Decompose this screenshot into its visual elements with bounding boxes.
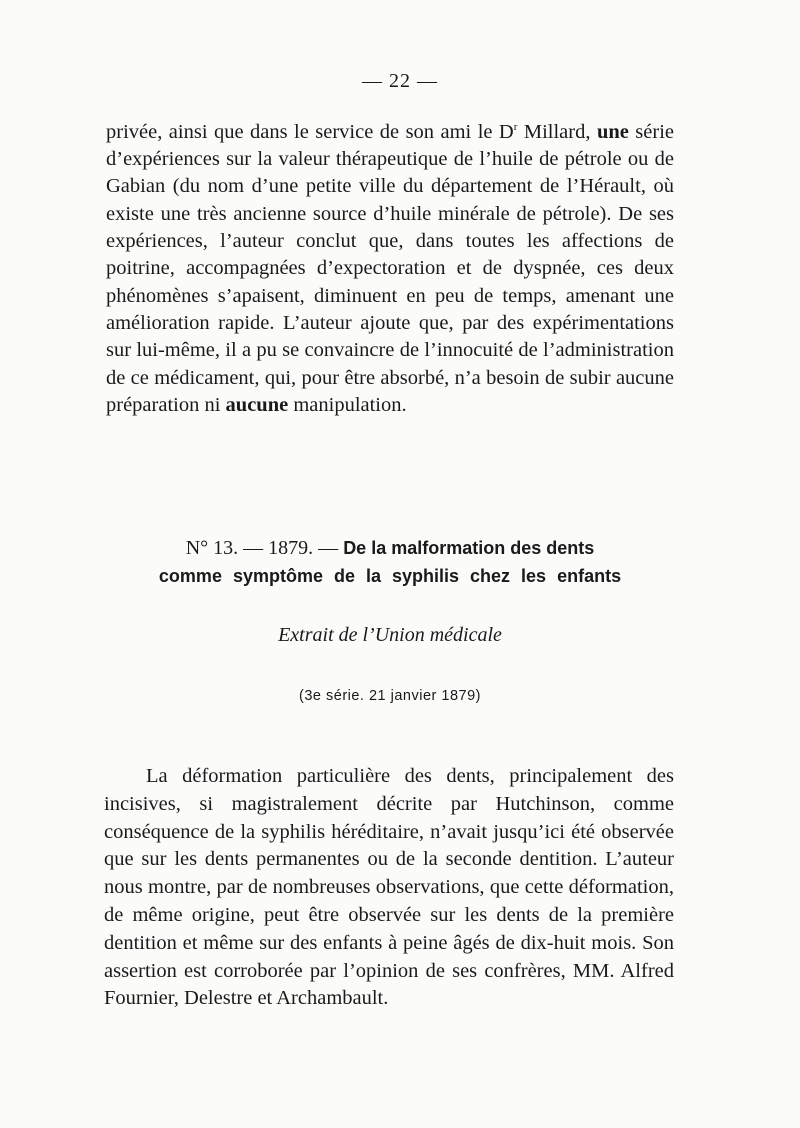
series-date: (3e série. 21 janvier 1879) <box>299 688 481 704</box>
heading-title-line-2: comme symptôme de la syphilis chez les enfants <box>158 566 622 586</box>
paragraph-1-superscript: r <box>513 121 518 133</box>
paragraph-1 <box>106 114 674 419</box>
paragraph-1-text-b: Millard, <box>517 120 597 143</box>
paragraph-1-text-d: manipulation. <box>288 393 407 416</box>
heading-number: N° 13. — 1879. — <box>185 537 344 559</box>
paragraph-1-bold-b: aucune <box>225 393 289 416</box>
paragraph-1-text-c: série d’expériences sur la valeur thérapeutique de l’huile de pétrole ou de Gabian (du nom d’une petite ville du département de l’Hérault, où existe une très ancienne source d’huile minérale de pétrole). De ses expériences, l’auteur conclut que, dans toutes les affections de poitrine, accompagnées d’expectoration et de dyspnée, ces deux phénomènes s’apaisent, diminuent en peu de temps, amenant une amélioration rapide. L’auteur ajoute que, par des expérimentations sur lui-même, il a pu se convaincre de l’innocuité de l’administration de ce médicament, qui, pour être absorbé, n’a besoin de subir aucune préparation ni <box>106 120 674 416</box>
page-number: — 22 — <box>362 70 438 92</box>
paragraph-2 <box>104 763 674 1013</box>
section-heading <box>0 534 780 590</box>
extract-source: Extrait de l’Union médicale <box>278 624 502 646</box>
paragraph-1-text-a: privée, ainsi que dans le service de son ami le D <box>106 120 514 143</box>
heading-line-1 <box>0 534 780 562</box>
paragraph-2-text: La déformation particulière des dents, principalement des incisives, si magistralement décrite par Hutchinson, comme conséquence de la syphilis héréditaire, n’avait jusqu’ici été observée que sur les dents permanentes ou de la seconde dentition. L’auteur nous montre, par de nombreuses observations, que cette déformation, de même origine, peut être observée sur les dents de la première dentition et même sur des enfants à peine âgés de dix-huit mois. Son assertion est corroborée par l’opinion de ses confrères, MM. Alfred Fournier, Delestre et Archambault. <box>104 765 674 1010</box>
paragraph-1-bold-a: une <box>596 120 629 143</box>
heading-title-line-1: De la malformation des dents <box>343 538 595 558</box>
